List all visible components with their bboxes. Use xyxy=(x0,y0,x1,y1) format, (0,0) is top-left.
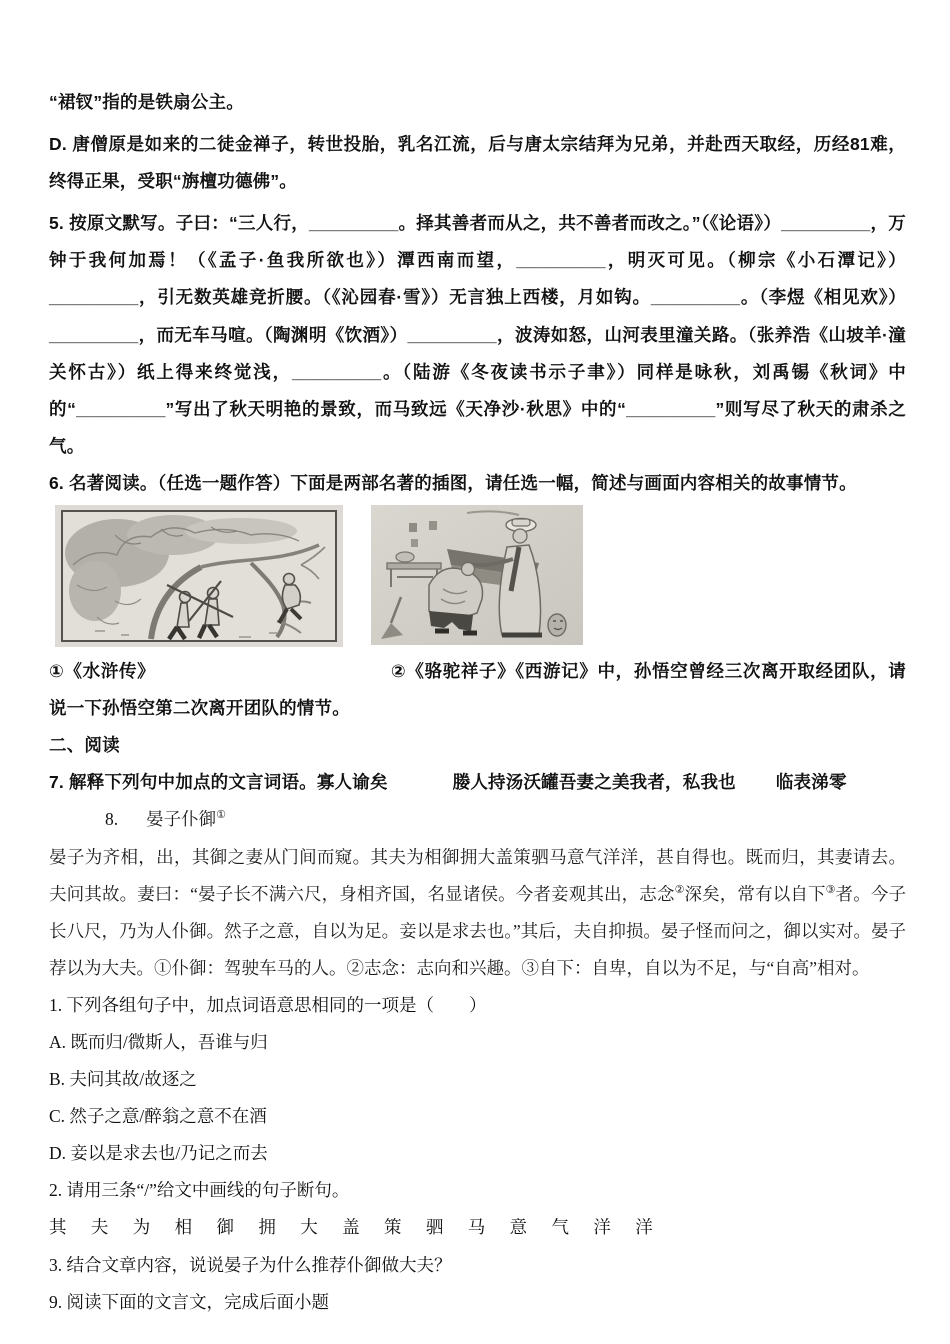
sentence-to-punctuate: 其 夫 为 相 御 拥 大 盖 策 驷 马 意 气 洋 洋 xyxy=(49,1217,653,1238)
sub-question-2: 2. 请用三条“/”给文中画线的句子断句。 xyxy=(49,1180,350,1201)
caption-gap xyxy=(155,676,390,677)
novel-illustrations xyxy=(55,505,906,647)
question8-number: 8. xyxy=(105,809,119,830)
question8-title: 晏子仆御 xyxy=(146,809,217,830)
question6-prompt: 6. 名著阅读。（任选一题作答）下面是两部名著的插图，请任选一幅，简述与画面内容相关的故事情节。 xyxy=(49,472,857,493)
option-c: C. 然子之意/醉翁之意不在酒 xyxy=(49,1106,267,1127)
passage-segment-3: 者。今子长八尺，乃为人仆御。然子之意，自以为足。妾以是求去也。”其后，夫自抑损。晏子怪而问之，御以实对。晏子荐以为大夫。 xyxy=(49,883,906,978)
option-a: A. 既而归/微斯人，吾谁与归 xyxy=(49,1031,268,1052)
passage-segment-2: 深矣，常有以自下 xyxy=(684,883,826,904)
section-two-heading: 二、阅读 xyxy=(49,735,120,756)
question8-heading xyxy=(49,801,906,838)
option-d: D. 妾以是求去也/乃记之而去 xyxy=(49,1143,268,1164)
question7-phrase2: 媵人持汤沃罐吾妻之美我者，私我也 xyxy=(452,772,736,793)
passage-note-mark-2: ② xyxy=(674,883,685,896)
passage-footnotes: ①仆御：驾驶车马的人。②志念：志向和兴趣。③自下：自卑，自以为不足，与“自高”相对。 xyxy=(154,957,870,978)
question4-option-c-tail: “裙钗”指的是铁扇公主。 xyxy=(49,92,244,112)
question7-phrase3: 临表涕零 xyxy=(775,772,847,793)
question7-lead: 7. 解释下列句中加点的文言词语。寡人谕矣 xyxy=(49,772,388,793)
option-b: B. 夫问其故/故逐之 xyxy=(49,1069,197,1090)
question9-prompt: 9. 阅读下面的文言文，完成后面小题 xyxy=(49,1291,329,1312)
water-margin-illustration xyxy=(55,505,343,647)
sub-question-3: 3. 结合文章内容，说说晏子为什么推荐仆御做大夫？ xyxy=(49,1254,452,1275)
question8-passage xyxy=(49,839,906,987)
figure-captions xyxy=(49,653,906,727)
passage-note-mark-3: ③ xyxy=(825,883,836,896)
question4-option-d: D. 唐僧原是如来的二徒金禅子，转世投胎，乳名江流，后与唐太宗结拜为兄弟，并赴西天取经，历经81难，终得正果，受职“旃檀功德佛”。 xyxy=(49,134,906,192)
question5-dictation: 5. 按原文默写。子曰：“三人行，_________。择其善者而从之，共不善者而改之。”（《论语》）_________，万钟于我何加焉！（《孟子·鱼我所欲也》）潭西南而望，_________，明灭可见。（柳宗《小石潭记》）_________，引无数英雄竞折腰。（《沁园春·雪》）无言独上西楼，月如钩。_________。（李煜《相见欢》）_________，而无车马喧。（陶渊明《饮酒》）_________，波涛如怒，山河表里潼关路。（张养浩《山坡羊·潼关怀古》）纸上得来终觉浅，_________。（陆游《冬夜读书示子聿》）同样是咏秋，刘禹锡《秋词》中的“_________”写出了秋天明艳的景致，而马致远《天净沙·秋思》中的“_________”则写尽了秋天的肃杀之气。 xyxy=(49,213,906,456)
rickshaw-boy-illustration xyxy=(371,505,583,645)
passage-segment-1: 晏子为齐相，出，其御之妻从门间而窥。其夫为相御拥大盖策驷马意气洋洋，甚自得也。既而归，其妻请去。夫问其故。妻曰：“晏子长不满六尺，身相齐国，名显诸侯。今者妾观其出，志念 xyxy=(49,846,906,904)
caption-rickshaw-boy: ②《骆驼祥子》《西游记》中，孙悟空曾经三次离开取经团队，请说一下孙悟空第二次离开团队的情节。 xyxy=(49,661,906,719)
question7-prompt xyxy=(49,764,906,801)
question8-title-note-mark: ① xyxy=(216,809,226,822)
sub-question-1: 1. 下列各组句子中，加点词语意思相同的一项是（ ） xyxy=(49,994,487,1015)
caption-water-margin: ①《水浒传》 xyxy=(49,661,156,682)
